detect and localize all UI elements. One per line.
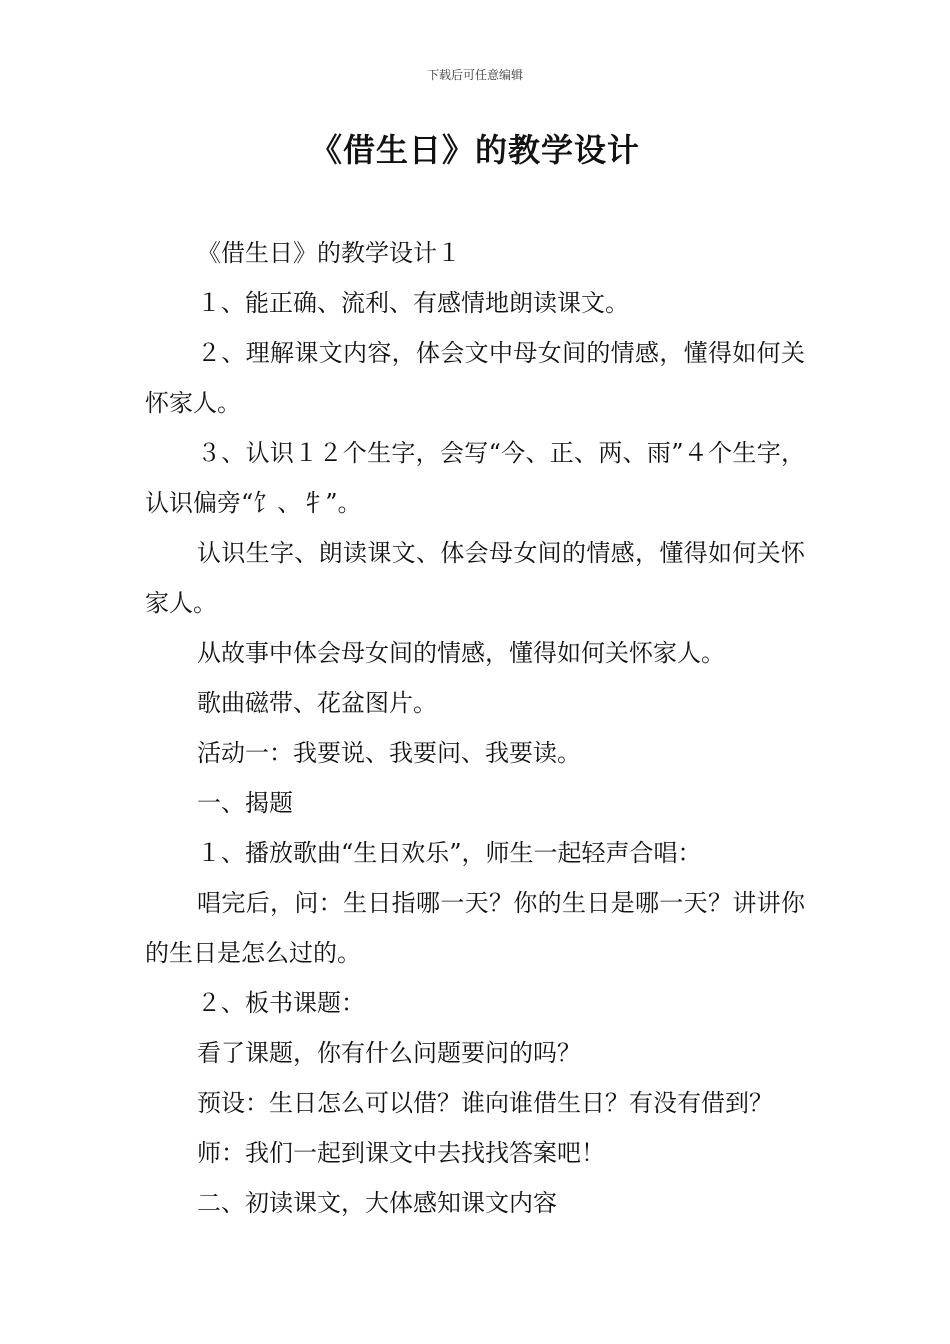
paragraph: 从故事中体会母女间的情感，懂得如何关怀家人。 [197, 639, 725, 667]
paragraph: 一、揭题 [197, 789, 293, 817]
document-body [145, 228, 805, 1228]
paragraph: 二、初读课文，大体感知课文内容 [197, 1189, 557, 1217]
paragraph: 歌曲磁带、花盆图片。 [197, 689, 437, 717]
header-note: 下载后可任意编辑 [426, 68, 523, 82]
paragraph: ２、板书课题： [197, 989, 365, 1017]
paragraph: 活动一：我要说、我要问、我要读。 [197, 739, 581, 767]
paragraph: 唱完后，问：生日指哪一天？你的生日是哪一天？讲讲你的生日是怎么过的。 [145, 889, 805, 967]
paragraph: 认识生字、朗读课文、体会母女间的情感，懂得如何关怀家人。 [145, 539, 805, 617]
paragraph: １、播放歌曲“生日欢乐”，师生一起轻声合唱： [197, 839, 702, 867]
paragraph: 预设：生日怎么可以借？谁向谁借生日？有没有借到？ [197, 1089, 773, 1117]
paragraph: ２、理解课文内容，体会文中母女间的情感，懂得如何关怀家人。 [145, 339, 805, 417]
paragraph: １、能正确、流利、有感情地朗读课文。 [197, 289, 629, 317]
paragraph: 《借生日》的教学设计１ [197, 239, 461, 267]
paragraph: 看了课题，你有什么问题要问的吗？ [197, 1039, 581, 1067]
document-title: 《借生日》的教学设计 [309, 131, 640, 169]
paragraph: ３、认识１２个生字，会写“今、正、两、雨”４个生字，认识偏旁“饣、牜”。 [145, 439, 805, 517]
paragraph: 师：我们一起到课文中去找找答案吧！ [197, 1139, 605, 1167]
